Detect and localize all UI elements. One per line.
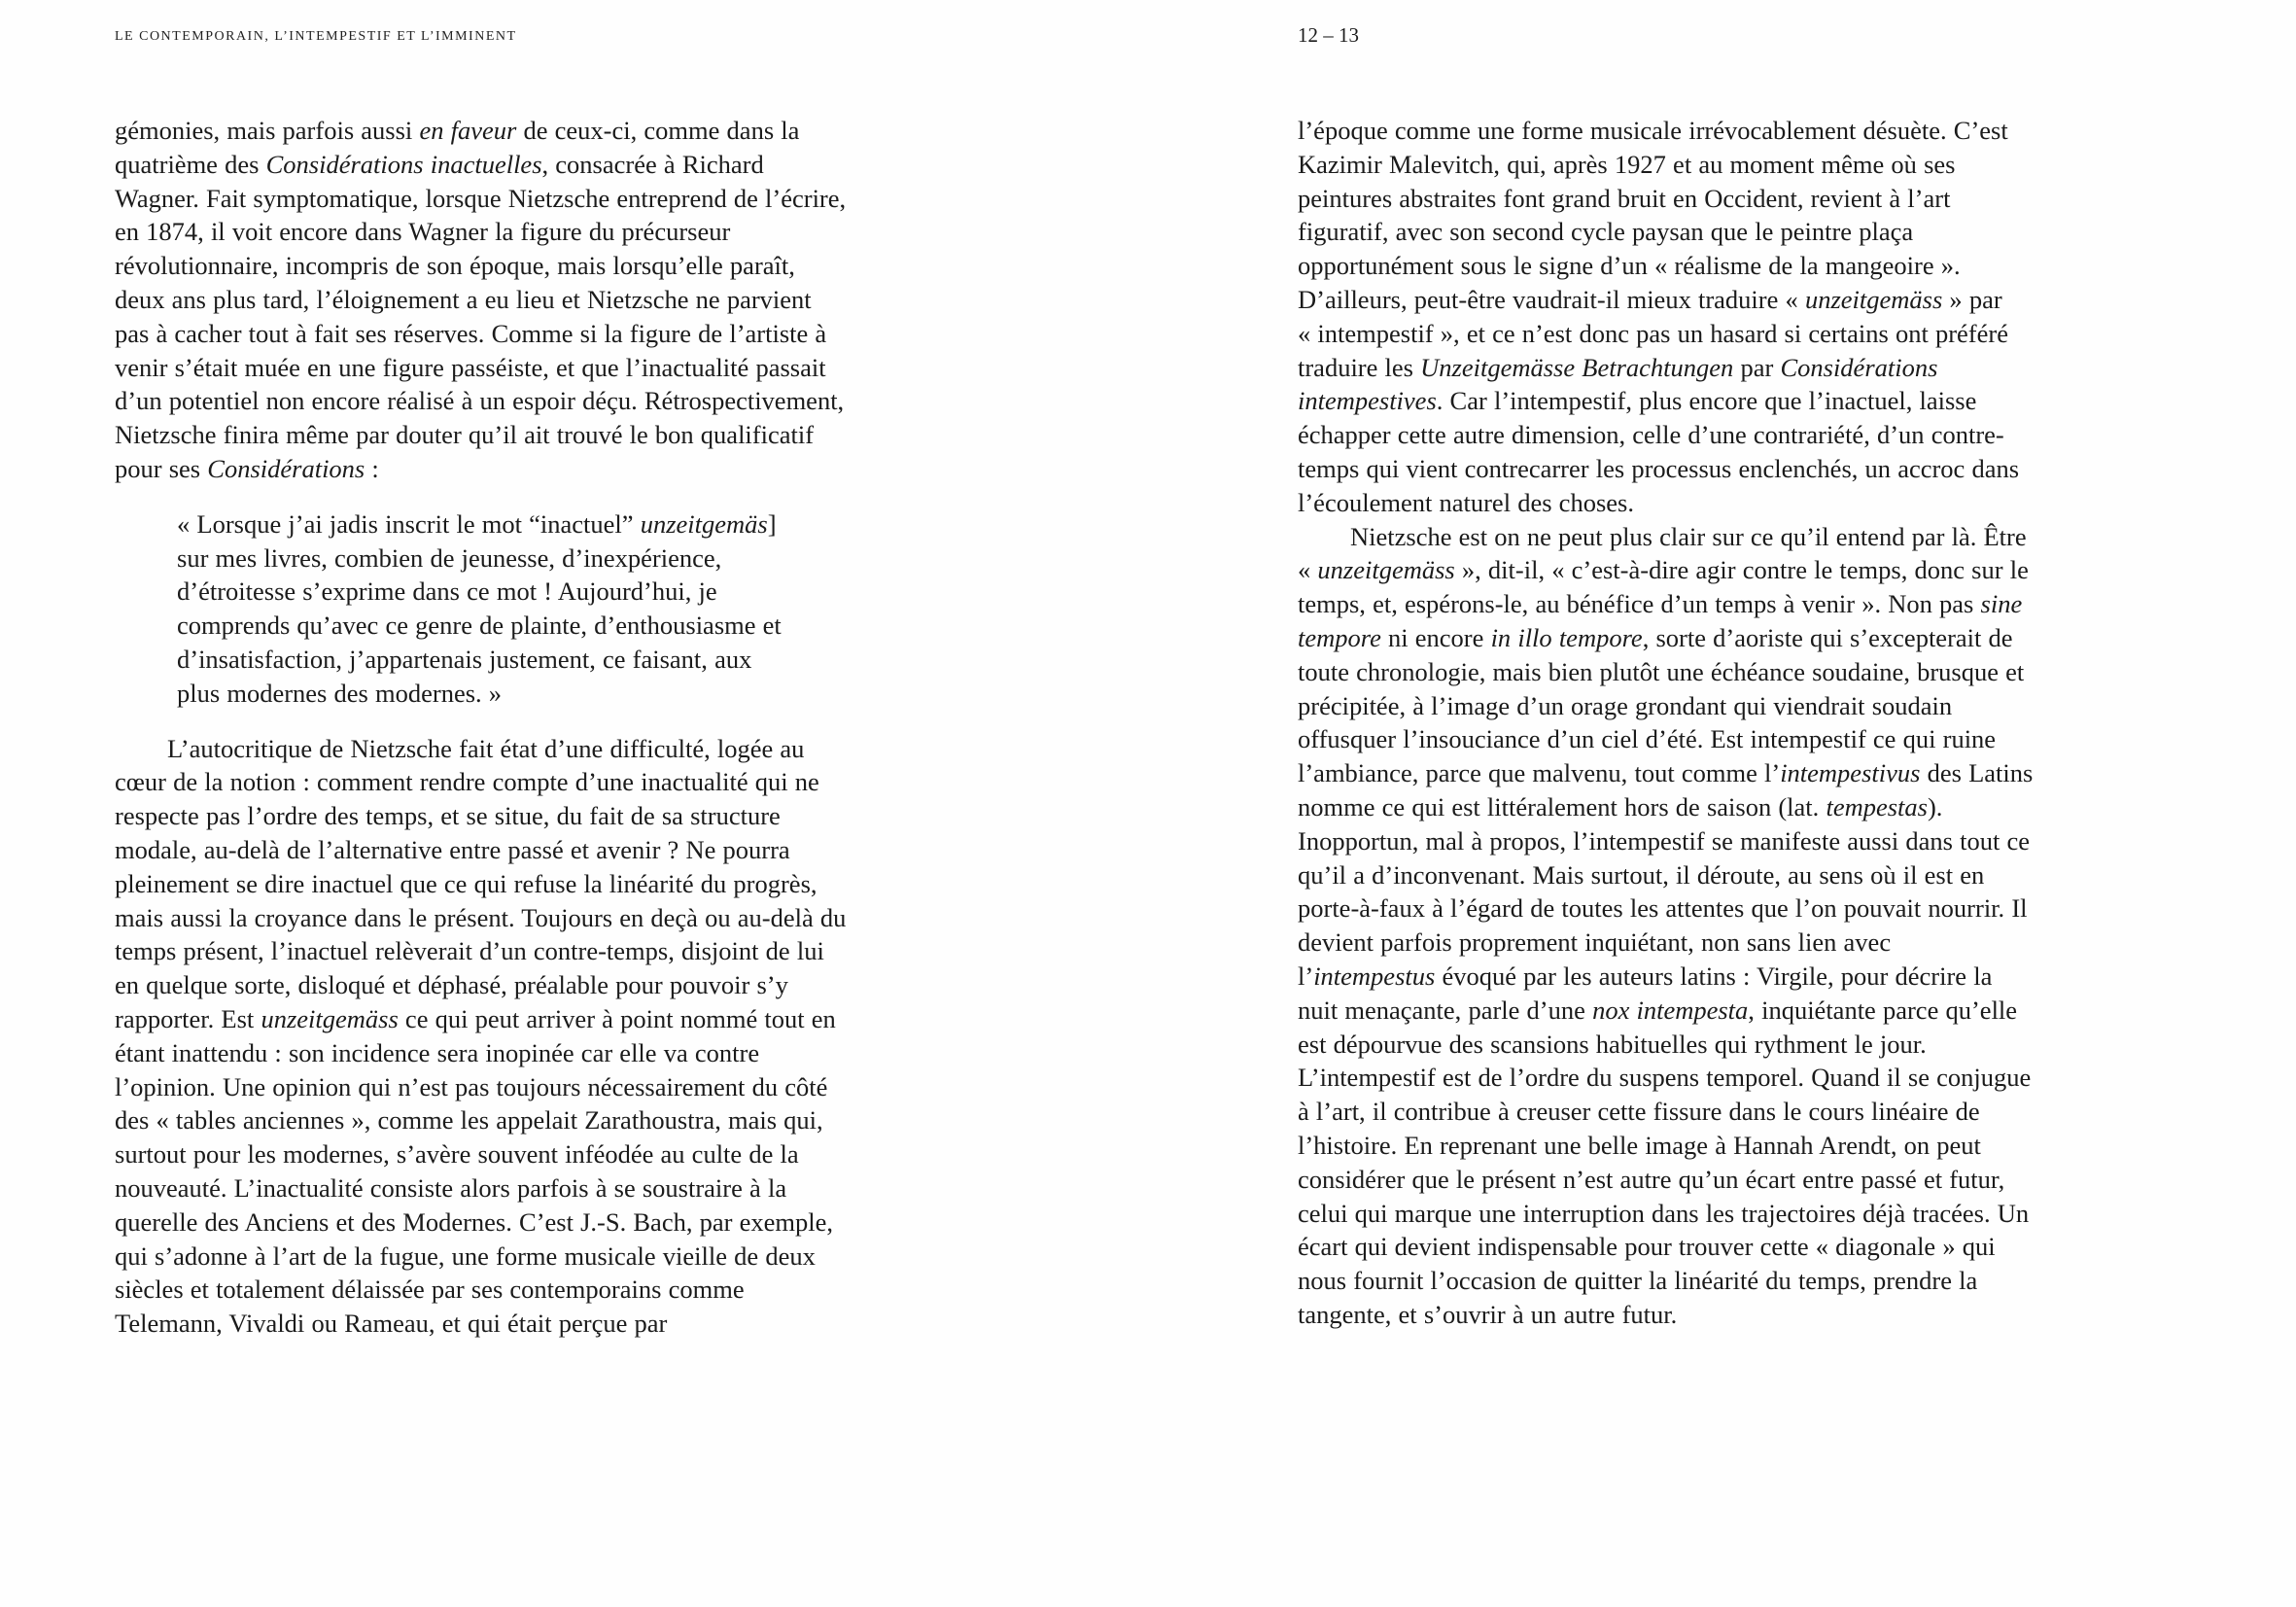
paragraph: L’autocritique de Nietzsche fait état d’une difficulté, logée au cœur de la notion : comment rendre compte d’une inactualité qui ne respecte pas l’ordre des temps, et se situe, du fait de sa structure modale, au-delà de l’alternative entre passé et avenir ? Ne pourra pleinement se dire inactuel que ce qui refuse la linéarité du progrès, mais aussi la croyance dans le présent. Toujours en deçà ou au-delà du temps présent, l’inactuel relèverait d’un contre-temps, disjoint de lui en quelque sorte, disloqué et déphasé, préalable pour pouvoir s’y rapporter. Est unzeitgemäss ce qui peut arriver à point nommé tout en étant inattendu : son incidence sera inopinée car elle va contre l’opinion. Une opinion qui n’est pas toujours nécessairement du côté des « tables anciennes », comme les appelait Zarathoustra, mais qui, surtout pour les modernes, s’avère souvent inféodée au culte de la nouveauté. L’inactualité consiste alors parfois à se soustraire à la querelle des Anciens et des Modernes. C’est J.-S. Bach, par exemple, qui s’adonne à l’art de la fugue, une forme musicale vieille de deux siècles et totalement délaissée par ses contemporains comme Telemann, Vivaldi ou Rameau, et qui était perçue par [115, 733, 847, 1339]
running-title: LE CONTEMPORAIN, L’INTEMPESTIF ET L’IMMINENT [115, 29, 517, 44]
left-page-text-column [115, 114, 852, 1341]
paragraph: l’époque comme une forme musicale irrévocablement désuète. C’est Kazimir Malevitch, qui, après 1927 et au moment même où ses peintures abstraites font grand bruit en Occident, revient à l’art figuratif, avec son second cycle paysan que le peintre plaça opportunément sous le signe d’un « réalisme de la mangeoire ». D’ailleurs, peut-être vaudrait-il mieux traduire « unzeitgemäss » par « intempestif », et ce n’est donc pas un hasard si certains ont préféré traduire les Unzeitgemässe Betrachtungen par Considérations intempestives. Car l’intempestif, plus encore que l’inactuel, laisse échapper cette autre dimension, celle d’une contrariété, d’un contre-temps qui vient contrecarrer les processus enclenchés, un accroc dans l’écoulement naturel des choses. [1298, 116, 2020, 517]
paragraph: gémonies, mais parfois aussi en faveur de ceux-ci, comme dans la quatrième des Considérations inactuelles, consacrée à Richard Wagner. Fait symptomatique, lorsque Nietzsche entreprend de l’écrire, en 1874, il voit encore dans Wagner la figure du précurseur révolutionnaire, incompris de son époque, mais lorsqu’elle paraît, deux ans plus tard, l’éloignement a eu lieu et Nietzsche ne parvient pas à cacher tout à fait ses réserves. Comme si la figure de l’artiste à venir s’était muée en une figure passéiste, et que l’inactualité passait d’un potentiel non encore réalisé à un espoir déçu. Rétrospectivement, Nietzsche finira même par douter qu’il ait trouvé le bon qualificatif pour ses Considérations : [115, 116, 847, 483]
block-quote: « Lorsque j’ai jadis inscrit le mot “inactuel” unzeitgemäs] sur mes livres, combien de jeunesse, d’inexpérience, d’étroitesse s’exprime dans ce mot ! Aujourd’hui, je comprends qu’avec ce genre de plainte, d’enthousiasme et d’insatisfaction, j’appartenais justement, ce faisant, aux plus modernes des modernes. » [177, 508, 782, 708]
right-page-text-column [1298, 114, 2035, 1332]
page-numbers: 12 – 13 [1298, 23, 1359, 47]
paragraph: Nietzsche est on ne peut plus clair sur ce qu’il entend par là. Être « unzeitgemäss », dit-il, « c’est-à-dire agir contre le temps, donc sur le temps, et, espérons-le, au bénéfice d’un temps à venir ». Non pas sine tempore ni encore in illo tempore, sorte d’aoriste qui s’excepterait de toute chronologie, mais bien plutôt une échéance soudaine, brusque et précipitée, à l’image d’un orage grondant qui viendrait soudain offusquer l’insouciance d’un ciel d’été. Est intempestif ce qui ruine l’ambiance, parce que malvenu, tout comme l’intempestivus des Latins nomme ce qui est littéralement hors de saison (lat. tempestas). Inopportun, mal à propos, l’intempestif se manifeste aussi dans tout ce qu’il a d’inconvenant. Mais surtout, il déroute, au sens où il est en porte-à-faux à l’égard de toutes les attentes que l’on pouvait nourrir. Il devient parfois proprement inquiétant, non sans lien avec l’intempestus évoqué par les auteurs latins : Virgile, pour décrire la nuit menaçante, parle d’une nox intempesta, inquiétante parce qu’elle est dépourvue des scansions habituelles qui rythment le jour. L’intempestif est de l’ordre du suspens temporel. Quand il se conjugue à l’art, il contribue à creuser cette fissure dans le cours linéaire de l’histoire. En reprenant une belle image à Hannah Arendt, on peut considérer que le présent n’est autre qu’un écart entre passé et futur, celui qui marque une interruption dans les trajectoires déjà tracées. Un écart qui devient indispensable pour trouver cette « diagonale » qui nous fournit l’occasion de quitter la linéarité du temps, prendre la tangente, et s’ouvrir à un autre futur. [1298, 521, 2034, 1329]
